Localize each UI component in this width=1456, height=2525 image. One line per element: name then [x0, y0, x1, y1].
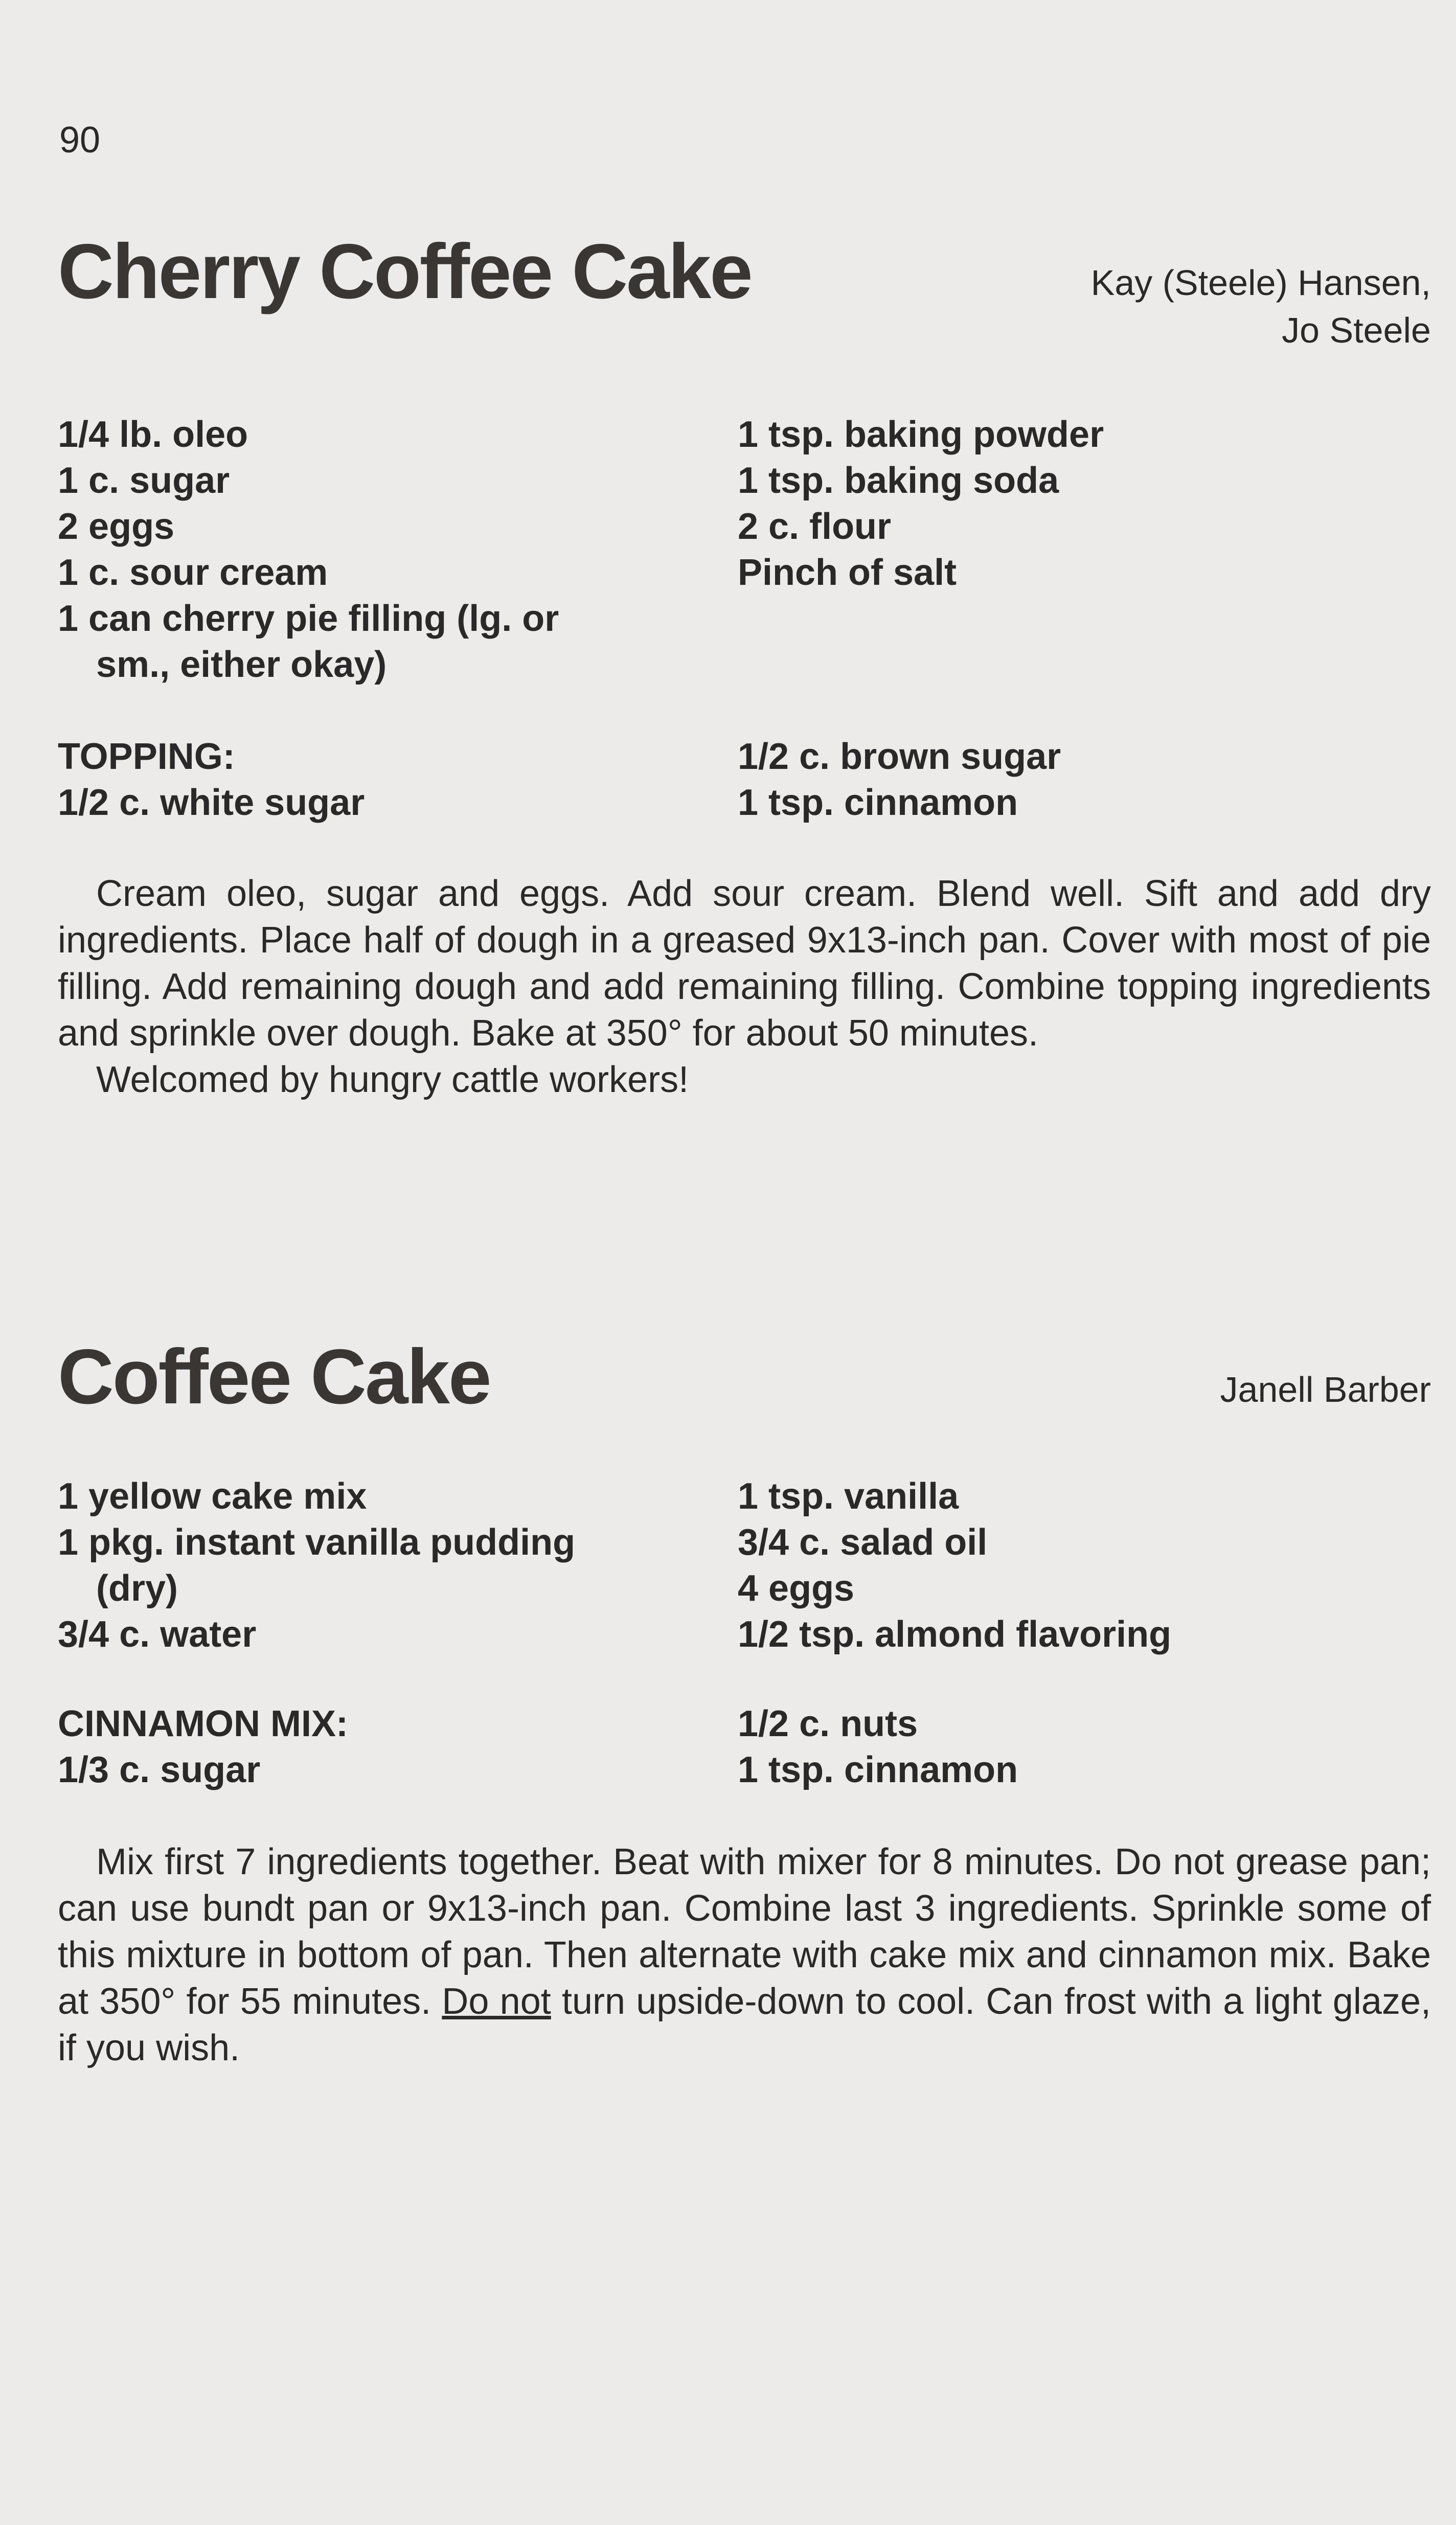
recipe-directions — [58, 1839, 1431, 2072]
section-heading: CINNAMON MIX: — [58, 1703, 348, 1744]
ingredient-item: 1 c. sour cream — [58, 552, 328, 593]
directions-note: Welcomed by hungry cattle workers! — [96, 1059, 689, 1100]
topping-column-left — [58, 734, 697, 826]
ingredient-item: 1 can cherry pie filling (lg. or — [58, 598, 559, 639]
section-heading: TOPPING: — [58, 736, 235, 777]
contributor-line: Janell Barber — [1220, 1370, 1431, 1409]
ingredient-column-left — [58, 1473, 697, 1657]
ingredient-item: 2 c. flour — [738, 506, 892, 547]
ingredient-item: 1 pkg. instant vanilla pudding — [58, 1522, 576, 1563]
page-number: 90 — [59, 120, 101, 161]
ingredient-item: 1/2 c. brown sugar — [738, 736, 1061, 777]
ingredient-column-right — [738, 1473, 1402, 1657]
ingredient-item: 1 tsp. vanilla — [738, 1476, 959, 1517]
ingredient-item: 3/4 c. salad oil — [738, 1522, 988, 1563]
recipe-title: Cherry Coffee Cake — [58, 228, 752, 315]
directions-paragraph — [58, 1839, 1431, 2072]
ingredient-item: Pinch of salt — [738, 552, 957, 593]
directions-paragraph: Cream oleo, sugar and eggs. Add sour cream. Blend well. Sift and add dry ingredients. Place half of dough in a greased 9x13-inch pan. Cover with most of pie filling. Add remaining dough and add remaining filling. Combine topping ingredients and sprinkle over dough. Bake at 350° for about 50 minutes. — [58, 873, 1431, 1054]
cinnamon-mix-column-left — [58, 1701, 697, 1793]
ingredient-item: 1/3 c. sugar — [58, 1749, 261, 1790]
cinnamon-mix-column-right — [738, 1701, 1402, 1793]
ingredient-item: 1 yellow cake mix — [58, 1476, 367, 1517]
underlined-emphasis: Do not — [442, 1981, 551, 2022]
recipe-contributor — [1220, 1366, 1431, 1414]
ingredient-item-continuation — [58, 642, 697, 688]
ingredient-item: 3/4 c. water — [58, 1614, 257, 1655]
ingredient-item: 1/4 lb. oleo — [58, 414, 248, 455]
ingredient-item: 1 tsp. baking soda — [738, 460, 1059, 501]
topping-column-right — [738, 734, 1402, 826]
recipe-directions — [58, 871, 1431, 1103]
ingredient-item: 1 tsp. baking powder — [738, 414, 1104, 455]
continuation-text: sm., either okay) — [96, 644, 387, 685]
contributor-line: Jo Steele — [1282, 310, 1431, 351]
ingredient-item: 2 eggs — [58, 506, 175, 547]
ingredient-item: 1/2 c. white sugar — [58, 782, 365, 823]
recipe-contributor — [1091, 259, 1431, 354]
recipe-title: Coffee Cake — [58, 1333, 490, 1420]
ingredient-item: 1 tsp. cinnamon — [738, 1749, 1018, 1790]
ingredient-column-left — [58, 412, 697, 688]
ingredient-item-continuation — [58, 1565, 697, 1611]
ingredient-item: 1 c. sugar — [58, 460, 230, 501]
directions-text: Mix first 7 ingredients together. Beat with mixer for 8 minutes. Do not grease pan; can use bundt pan or 9x13-inch pan. Combine last 3 ingredients. Sprinkle some of this mixture in bottom of pan. Then alternate with cake mix and cinnamon mix. Bake at 350° for 55 minutes. — [58, 1841, 1431, 2022]
contributor-line: Kay (Steele) Hansen, — [1090, 263, 1431, 303]
ingredient-column-right — [738, 412, 1402, 596]
ingredient-item: 1 tsp. cinnamon — [738, 782, 1018, 823]
ingredient-item: 4 eggs — [738, 1568, 855, 1609]
continuation-text: (dry) — [96, 1568, 178, 1609]
directions-text: turn upside-down to cool. Can frost with a light glaze, if you wish. — [58, 1981, 1431, 2068]
ingredient-item: 1/2 c. nuts — [738, 1703, 918, 1744]
ingredient-item: 1/2 tsp. almond flavoring — [738, 1614, 1172, 1655]
